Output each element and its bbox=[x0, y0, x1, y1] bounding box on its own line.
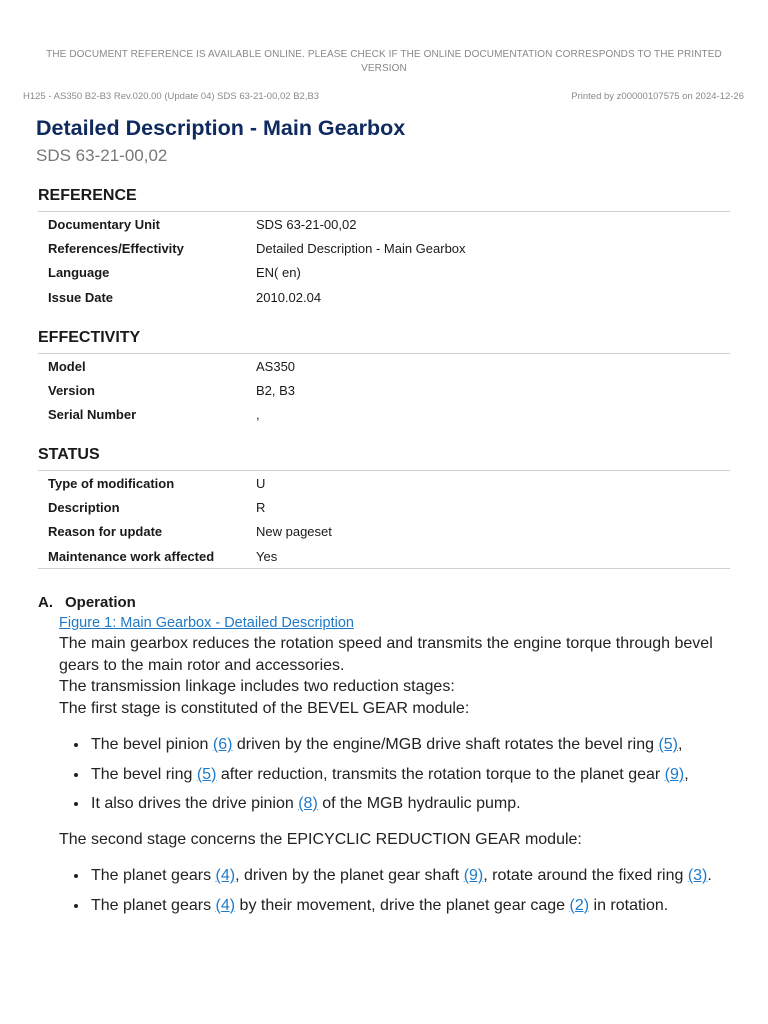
paragraph: The transmission linkage includes two reduction stages: bbox=[59, 678, 455, 695]
table-row bbox=[38, 544, 730, 568]
paragraph: The second stage concerns the EPICYCLIC REDUCTION GEAR module: bbox=[59, 830, 582, 848]
table-row bbox=[38, 354, 730, 378]
row-key: Reason for update bbox=[48, 524, 163, 540]
item-text: The bevel pinion bbox=[91, 736, 213, 753]
table-row bbox=[38, 261, 730, 285]
ref-link[interactable]: (2) bbox=[569, 896, 590, 914]
paragraph: The first stage is constituted of the BEVEL GEAR module: bbox=[59, 699, 470, 717]
table-row bbox=[38, 471, 730, 495]
table-row bbox=[38, 403, 730, 427]
operation-section bbox=[38, 594, 738, 930]
row-key: Serial Number bbox=[48, 407, 137, 423]
ref-link[interactable]: (8) bbox=[298, 795, 318, 812]
row-value: EN( en) bbox=[256, 265, 301, 281]
page-title: Detailed Description - Main Gearbox bbox=[36, 116, 406, 140]
item-text: by their movement, drive the planet gear cage bbox=[235, 896, 570, 914]
ref-link[interactable]: (9) bbox=[463, 867, 484, 884]
row-value: , bbox=[256, 407, 260, 423]
ref-link[interactable]: (6) bbox=[212, 736, 233, 753]
paragraph: The main gearbox reduces the rotation speed and transmits the engine torque through bevel gears to the main rotor and accessories. bbox=[59, 635, 713, 674]
row-key: Version bbox=[48, 382, 95, 398]
list-item bbox=[89, 895, 738, 917]
table-row bbox=[38, 236, 730, 260]
item-text: , bbox=[684, 765, 689, 783]
row-key: Maintenance work affected bbox=[48, 548, 215, 564]
ref-link[interactable]: (4) bbox=[215, 896, 236, 914]
row-value: AS350 bbox=[256, 358, 296, 374]
row-key: Type of modification bbox=[48, 475, 175, 491]
ref-link[interactable]: (5) bbox=[196, 765, 217, 783]
status-heading: STATUS bbox=[38, 446, 730, 471]
item-text: in rotation. bbox=[589, 896, 669, 914]
item-text: The bevel ring bbox=[91, 765, 197, 783]
status-section bbox=[38, 446, 730, 569]
item-text: , driven by the planet gear shaft bbox=[235, 867, 464, 884]
reference-heading: REFERENCE bbox=[38, 187, 730, 212]
reference-section bbox=[38, 187, 730, 309]
table-row bbox=[38, 212, 730, 236]
item-text: , rotate around the fixed ring bbox=[483, 867, 688, 884]
item-text: after reduction, transmits the rotation torque to the planet gear bbox=[216, 765, 665, 783]
effectivity-table bbox=[38, 354, 730, 427]
page-subtitle: SDS 63-21-00,02 bbox=[36, 146, 168, 165]
row-key: Language bbox=[48, 265, 110, 281]
document-revision-info: H125 - AS350 B2-B3 Rev.020.00 (Update 04) SDS 63-21-00,02 B2,B3 bbox=[23, 91, 320, 102]
online-reference-notice: THE DOCUMENT REFERENCE IS AVAILABLE ONLINE. PLEASE CHECK IF THE ONLINE DOCUMENTATION CORRESPONDS TO THE PRINTED VERSION bbox=[46, 49, 722, 74]
list-item bbox=[89, 865, 738, 887]
table-row bbox=[38, 285, 730, 309]
ref-link[interactable]: (3) bbox=[687, 867, 708, 884]
item-text: It also drives the drive pinion bbox=[91, 795, 299, 812]
epicyclic-gear-list bbox=[59, 865, 738, 916]
row-value: 2010.02.04 bbox=[256, 289, 322, 305]
table-row bbox=[38, 495, 730, 519]
table-row bbox=[38, 520, 730, 544]
item-text: The planet gears bbox=[91, 867, 216, 884]
reference-table bbox=[38, 212, 730, 309]
item-text: . bbox=[707, 867, 712, 884]
row-value: Detailed Description - Main Gearbox bbox=[256, 240, 466, 256]
row-key: Description bbox=[48, 499, 120, 515]
row-value: Yes bbox=[256, 548, 278, 564]
row-value: New pageset bbox=[256, 524, 332, 540]
item-text: of the MGB hydraulic pump. bbox=[317, 795, 521, 812]
row-value: SDS 63-21-00,02 bbox=[256, 216, 357, 232]
row-value: B2, B3 bbox=[256, 382, 296, 398]
figure-link[interactable]: Figure 1: Main Gearbox - Detailed Description bbox=[59, 615, 354, 631]
operation-body bbox=[59, 613, 738, 916]
row-value: R bbox=[256, 499, 266, 515]
row-key: Model bbox=[48, 358, 86, 374]
status-table bbox=[38, 471, 730, 568]
row-key: Issue Date bbox=[48, 289, 114, 305]
row-key: References/Effectivity bbox=[48, 240, 184, 256]
operation-title: Operation bbox=[65, 594, 136, 611]
list-item bbox=[89, 793, 738, 815]
ref-link[interactable]: (4) bbox=[215, 867, 236, 884]
item-text: , bbox=[678, 736, 683, 753]
item-text: driven by the engine/MGB drive shaft rotates the bevel ring bbox=[232, 736, 659, 753]
printed-by-info: Printed by z00000107575 on 2024-12-26 bbox=[571, 91, 744, 102]
section-divider bbox=[38, 568, 730, 569]
operation-heading bbox=[38, 594, 738, 611]
operation-number: A. bbox=[38, 594, 53, 611]
row-value: U bbox=[256, 475, 266, 491]
row-key: Documentary Unit bbox=[48, 216, 160, 232]
ref-link[interactable]: (9) bbox=[664, 765, 685, 783]
bevel-gear-list bbox=[59, 734, 738, 815]
table-row bbox=[38, 378, 730, 402]
list-item bbox=[89, 764, 738, 786]
effectivity-heading: EFFECTIVITY bbox=[38, 329, 730, 354]
item-text: The planet gears bbox=[91, 896, 216, 914]
effectivity-section bbox=[38, 329, 730, 427]
document-meta-line bbox=[23, 91, 744, 102]
ref-link[interactable]: (5) bbox=[658, 736, 678, 753]
list-item bbox=[89, 734, 738, 756]
